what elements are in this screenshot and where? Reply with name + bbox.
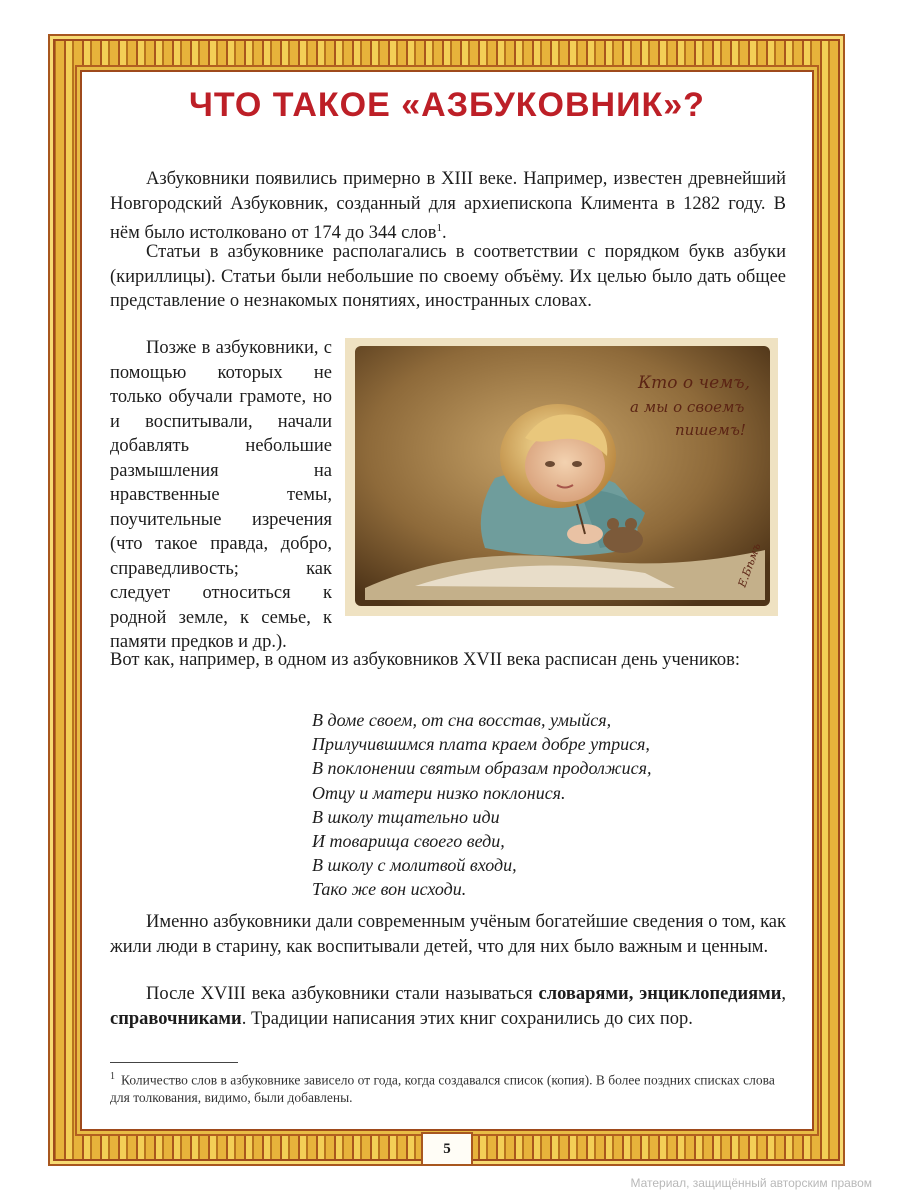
poem-line: Прилучившимся плата краем добре утрися, xyxy=(312,734,650,755)
illustration-signature: Е.Бѣмъ xyxy=(735,541,764,590)
paragraph-modern-forms-start: После XVIII века азбуковники стали называться xyxy=(146,984,539,1004)
paragraph-structure: Статьи в азбуковнике располагались в соответствии с порядком букв азбуки (кириллицы). Статьи были небольшие по своему объёму. Их целью было дать общее представление о незнакомых понятиях, иностранных словах. xyxy=(110,242,786,311)
paragraph-origins-text: Азбуковники появились примерно в XIII веке. Например, известен древнейший Новгородский Азбуковник, созданный для архиепископа Климента в 1282 году. В нём было истолковано от 174 до 344 слов xyxy=(110,169,786,244)
paragraph-origins-end: . xyxy=(442,223,447,244)
poem-line: В школу с молитвой входи, xyxy=(312,855,517,876)
illustration-caption-line-3: пишемъ! xyxy=(675,421,746,439)
term-reference-books: справочниками xyxy=(110,1008,242,1029)
poem-line: В доме своем, от сна восстав, умыйся, xyxy=(312,710,612,730)
poem-line: В поклонении святым образам продолжися, xyxy=(312,758,652,779)
poem-line: Тако же вон исходи. xyxy=(312,879,467,900)
footnote-divider xyxy=(110,1062,238,1063)
copyright-watermark: Материал, защищённый авторским правом xyxy=(630,1176,872,1190)
footnote-text: Количество слов в азбуковнике зависело от года, когда создавался список (копия). В более поздних списках слова для толкования, видимо, были добавлены. xyxy=(110,1072,775,1105)
paragraph-modern-forms xyxy=(110,982,786,1031)
paragraph-moral-topics: Позже в азбуковники, с помощью которых не только обучали грамоте, но и воспитывали, начали добавлять небольшие размышления на нравственные темы, поучительные изречения (что такое правда, добро, справедливость; как следует относиться к родной земле, к семье, к памяти предков и др.). xyxy=(110,338,332,652)
paragraph-historical-value: Именно азбуковники дали современным учёным богатейшие сведения о том, как жили люди в старину, как воспитывали детей, что для них было важным и ценным. xyxy=(110,912,786,957)
term-encyclopedias: энциклопедиями xyxy=(639,984,782,1004)
footnote-reference: 1 xyxy=(436,222,443,234)
page-title: ЧТО ТАКОЕ «АЗБУКОВНИК»? xyxy=(189,86,705,124)
poem-block xyxy=(312,708,732,902)
term-separator-1: , xyxy=(628,984,640,1004)
illustration-child-writing xyxy=(345,338,778,616)
term-separator-2: , xyxy=(781,984,787,1004)
paragraph-origins xyxy=(110,167,786,246)
illustration-caption-line-1: Кто о чемъ, xyxy=(638,373,751,393)
paragraph-daily-routine-intro: Вот как, например, в одном из азбуковников XVII века расписан день учеников: xyxy=(110,650,740,670)
page-number: 5 xyxy=(421,1132,473,1166)
illustration-caption-line-2: а мы о своемъ xyxy=(630,398,745,416)
poem-line: Отцу и матери низко поклонися. xyxy=(312,782,566,803)
footnote-mark: 1 xyxy=(110,1071,115,1082)
poem-line: В школу тщательно иди xyxy=(312,806,500,827)
term-dictionaries: словарями xyxy=(538,984,629,1004)
poem-line: И товарища своего веди, xyxy=(312,831,505,852)
footnote xyxy=(110,1068,786,1106)
paragraph-modern-forms-end: . Традиции написания этих книг сохранились до сих пор. xyxy=(241,1008,693,1029)
